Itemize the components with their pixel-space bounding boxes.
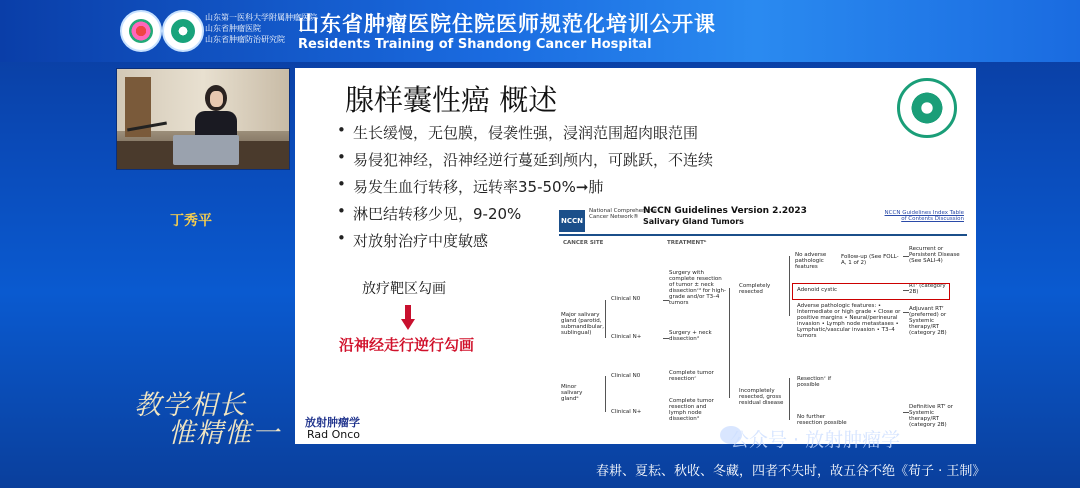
bullet-item: • 对放射治疗中度敏感: [335, 230, 713, 257]
flow-connector: [663, 300, 669, 301]
flow-connector: [903, 256, 909, 257]
col-cancer-site: CANCER SITE: [563, 240, 604, 246]
presentation-slide: [295, 68, 976, 444]
flow-connector: [903, 312, 909, 313]
rt-category-2b: RTᶠ (category 2B): [909, 283, 946, 295]
plan-label: 放疗靶区勾画: [362, 281, 446, 297]
header-banner: [0, 0, 1080, 62]
definitive-rt: Definitive RTᶠ or Systemic therapy/RT (category 2B): [909, 404, 953, 428]
col-treatment: TREATMENTᵇ: [667, 240, 707, 246]
nccn-title: NCCN Guidelines Version 2.2023: [643, 206, 807, 216]
surgery-n0: Surgery with complete resection of tumor ± neck dissectionᶜᵈ for high-grade and/or T3–4 tumors: [669, 270, 726, 306]
calligraphy-motto: [134, 392, 280, 448]
course-title-en: Residents Training of Shandong Cancer Hospital: [298, 37, 652, 52]
adjuvant-rt: Adjuvant RTᶠ (preferred) or Systemic therapy/RT (category 2B): [909, 306, 947, 336]
adenoid-cystic-highlight: [792, 283, 950, 300]
bullet-item: • 淋巴结转移少见，9-20%: [335, 203, 713, 230]
institution-name: 山东第一医科大学附属肿瘤医院: [205, 13, 317, 22]
adenoid-cystic: Adenoid cystic: [797, 287, 838, 293]
calligraphy-line-2: 惟精惟一: [168, 418, 280, 449]
completely-resected: Completely resected: [739, 283, 771, 295]
laptop-icon: [173, 135, 239, 165]
course-title-cn: 山东省肿瘤医院住院医师规范化培训公开课: [298, 12, 716, 36]
plan-result: 沿神经走行逆行勾画: [339, 336, 475, 354]
flow-connector: [663, 338, 669, 339]
nccn-index-links[interactable]: NCCN Guidelines Index Table of Contents Discussion: [884, 210, 964, 222]
speaker-name: 丁秀平: [170, 213, 212, 229]
no-further-resection: No further resection possible: [797, 414, 847, 426]
hospital-logo-icon: [120, 10, 162, 52]
institution-name: 山东省肿瘤防治研究院: [205, 35, 285, 44]
follow-up: Follow-up (See FOLL-A, 1 of 2): [841, 254, 899, 266]
minor-clinical-nplus: Clinical N+: [611, 409, 642, 415]
flow-connector: [789, 378, 790, 420]
flow-connector: [903, 290, 909, 291]
slide-title: 腺样囊性癌 概述: [345, 83, 558, 117]
nccn-subtitle: Salivary Gland Tumors: [643, 217, 744, 226]
nccn-logo: NCCN: [559, 210, 585, 232]
target-delineation-box: [335, 258, 545, 376]
brand-en: Rad Onco: [307, 428, 361, 441]
adverse-features: Adverse pathologic features: • Intermediate or high grade • Close or positive margins • Neural/perineural invasion • Lymph node metastases • Lymphatic/vascular invasion • T3–4 tumors: [797, 303, 901, 339]
flow-connector: [605, 300, 606, 338]
surgery-nplus: Surgery + neck dissectionᵈ: [669, 330, 712, 342]
incompletely-resected: Incompletely resected, gross residual disease: [739, 388, 784, 406]
resection-if-possible: Resectionᶜ if possible: [797, 376, 832, 388]
flow-connector: [789, 256, 790, 316]
bullet-item: • 生长缓慢，无包膜，侵袭性强，浸润范围超肉眼范围: [335, 122, 713, 149]
minor-clinical-n0: Clinical N0: [611, 373, 641, 379]
footer-quote: 春耕、夏耘、秋收、冬藏，四者不失时，故五谷不绝《荀子 · 王制》: [596, 464, 986, 479]
flow-connector: [605, 376, 606, 412]
brand-cn: 放射肿瘤学: [305, 416, 360, 429]
major-clinical-n0: Clinical N0: [611, 296, 641, 302]
divider: [559, 234, 967, 236]
minor-resection-lnd: Complete tumor resection and lymph node dissectionᵈ: [669, 398, 714, 422]
no-adverse-features: No adverse pathologic features: [795, 252, 827, 270]
bullet-item: • 易发生血行转移，远转率35-50%➞肺: [335, 176, 713, 203]
cancer-hospital-logo-icon: [162, 10, 204, 52]
institution-name: 山东省肿瘤医院: [205, 24, 261, 33]
major-clinical-nplus: Clinical N+: [611, 334, 642, 340]
watermark: 公众号 · 放射肿瘤学: [730, 429, 901, 451]
minor-resection: Complete tumor resectionᶜ: [669, 370, 714, 382]
bullet-item: • 易侵犯神经，沿神经逆行蔓延到颅内，可跳跃，不连续: [335, 149, 713, 176]
nccn-flowchart: [559, 208, 967, 444]
flow-connector: [903, 412, 909, 413]
calligraphy-line-1: 教学相长: [134, 390, 246, 421]
arrow-down-icon: [401, 305, 415, 331]
speaker-video-feed: [116, 68, 290, 170]
minor-site: Minor salivary glandᵉ: [561, 384, 583, 402]
major-site: Major salivary gland (parotid, submandibular, sublingual): [561, 312, 604, 336]
nccn-org: National Comprehensive Cancer Network®: [589, 208, 657, 220]
recurrent-disease: Recurrent or Persistent Disease (See SALI-4): [909, 246, 960, 264]
flow-connector: [729, 288, 730, 398]
hospital-seal-icon: [897, 78, 957, 138]
